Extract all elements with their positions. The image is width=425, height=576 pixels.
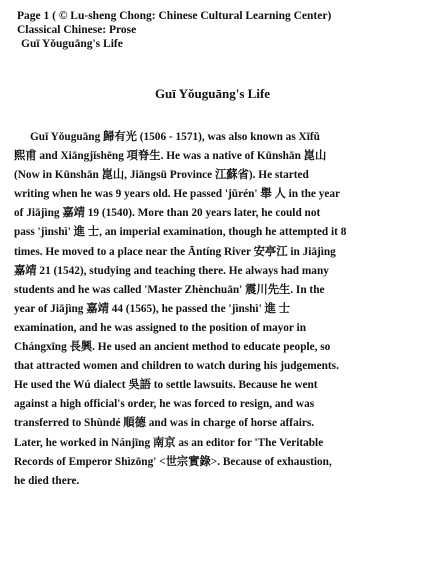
body-line: writing when he was 9 years old. He passed 'jǔrén' 舉 人 in the year <box>14 188 341 201</box>
body-line: 熙甫 and Xiāngjǐshēng 項脊生. He was a native of Kūnshān 崑山 <box>14 150 327 163</box>
body-line: Later, he worked in Nánjīng 南京 as an editor for 'The Veritable <box>14 436 324 449</box>
body-line: students and he was called 'Master Zhènchuān' 震川先生. In the <box>14 283 325 296</box>
header-copyright-line: Page 1 ( © Lu-sheng Chong: Chinese Cultural Learning Center) <box>17 10 332 22</box>
body-line: that attracted women and children to watch during his judgements. <box>14 360 339 373</box>
body-line: 嘉靖 21 (1542), studying and teaching there. He always had many <box>14 264 329 277</box>
body-line: year of Jiājìng 嘉靖 44 (1565), he passed the 'jìnshì' 進 士 <box>14 302 290 315</box>
page-header <box>17 9 331 51</box>
body-line: times. He moved to a place near the Āntíng River 安亭江 in Jiājìng <box>14 245 336 258</box>
body-paragraph <box>14 128 422 491</box>
body-line: Guī Yǒuguāng 歸有光 (1506 - 1571), was also known as Xīfǔ <box>30 131 320 143</box>
body-line: pass 'jìnshì' 進 士, an imperial examination, though he attempted it 8 <box>14 226 347 239</box>
body-line: Chángxīng 長興. He used an ancient method to educate people, so <box>14 341 331 354</box>
body-line: He used the Wú dialect 吳語 to settle lawsuits. Because he went <box>14 379 318 392</box>
body-line: Records of Emperor Shìzōng' <世宗實錄>. Because of exhaustion, <box>14 455 332 468</box>
body-line: against a high official's order, he was forced to resign, and was <box>14 398 315 411</box>
body-line: examination, and he was assigned to the position of mayor in <box>14 321 306 334</box>
header-subtitle-line: Guī Yǒuguāng's Life <box>21 38 123 50</box>
document-title: Guī Yǒuguāng's Life <box>154 86 271 101</box>
body-line: (Now in Kūnshān 崑山, Jiāngsū Province 江蘇省). He started <box>14 169 309 182</box>
body-line: transferred to Shùndé 順德 and was in charge of horse affairs. <box>14 417 315 430</box>
header-category-line: Classical Chinese: Prose <box>17 24 137 36</box>
body-line: he died there. <box>14 474 80 487</box>
body-line: of Jiājìng 嘉靖 19 (1540). More than 20 years later, he could not <box>14 207 321 220</box>
